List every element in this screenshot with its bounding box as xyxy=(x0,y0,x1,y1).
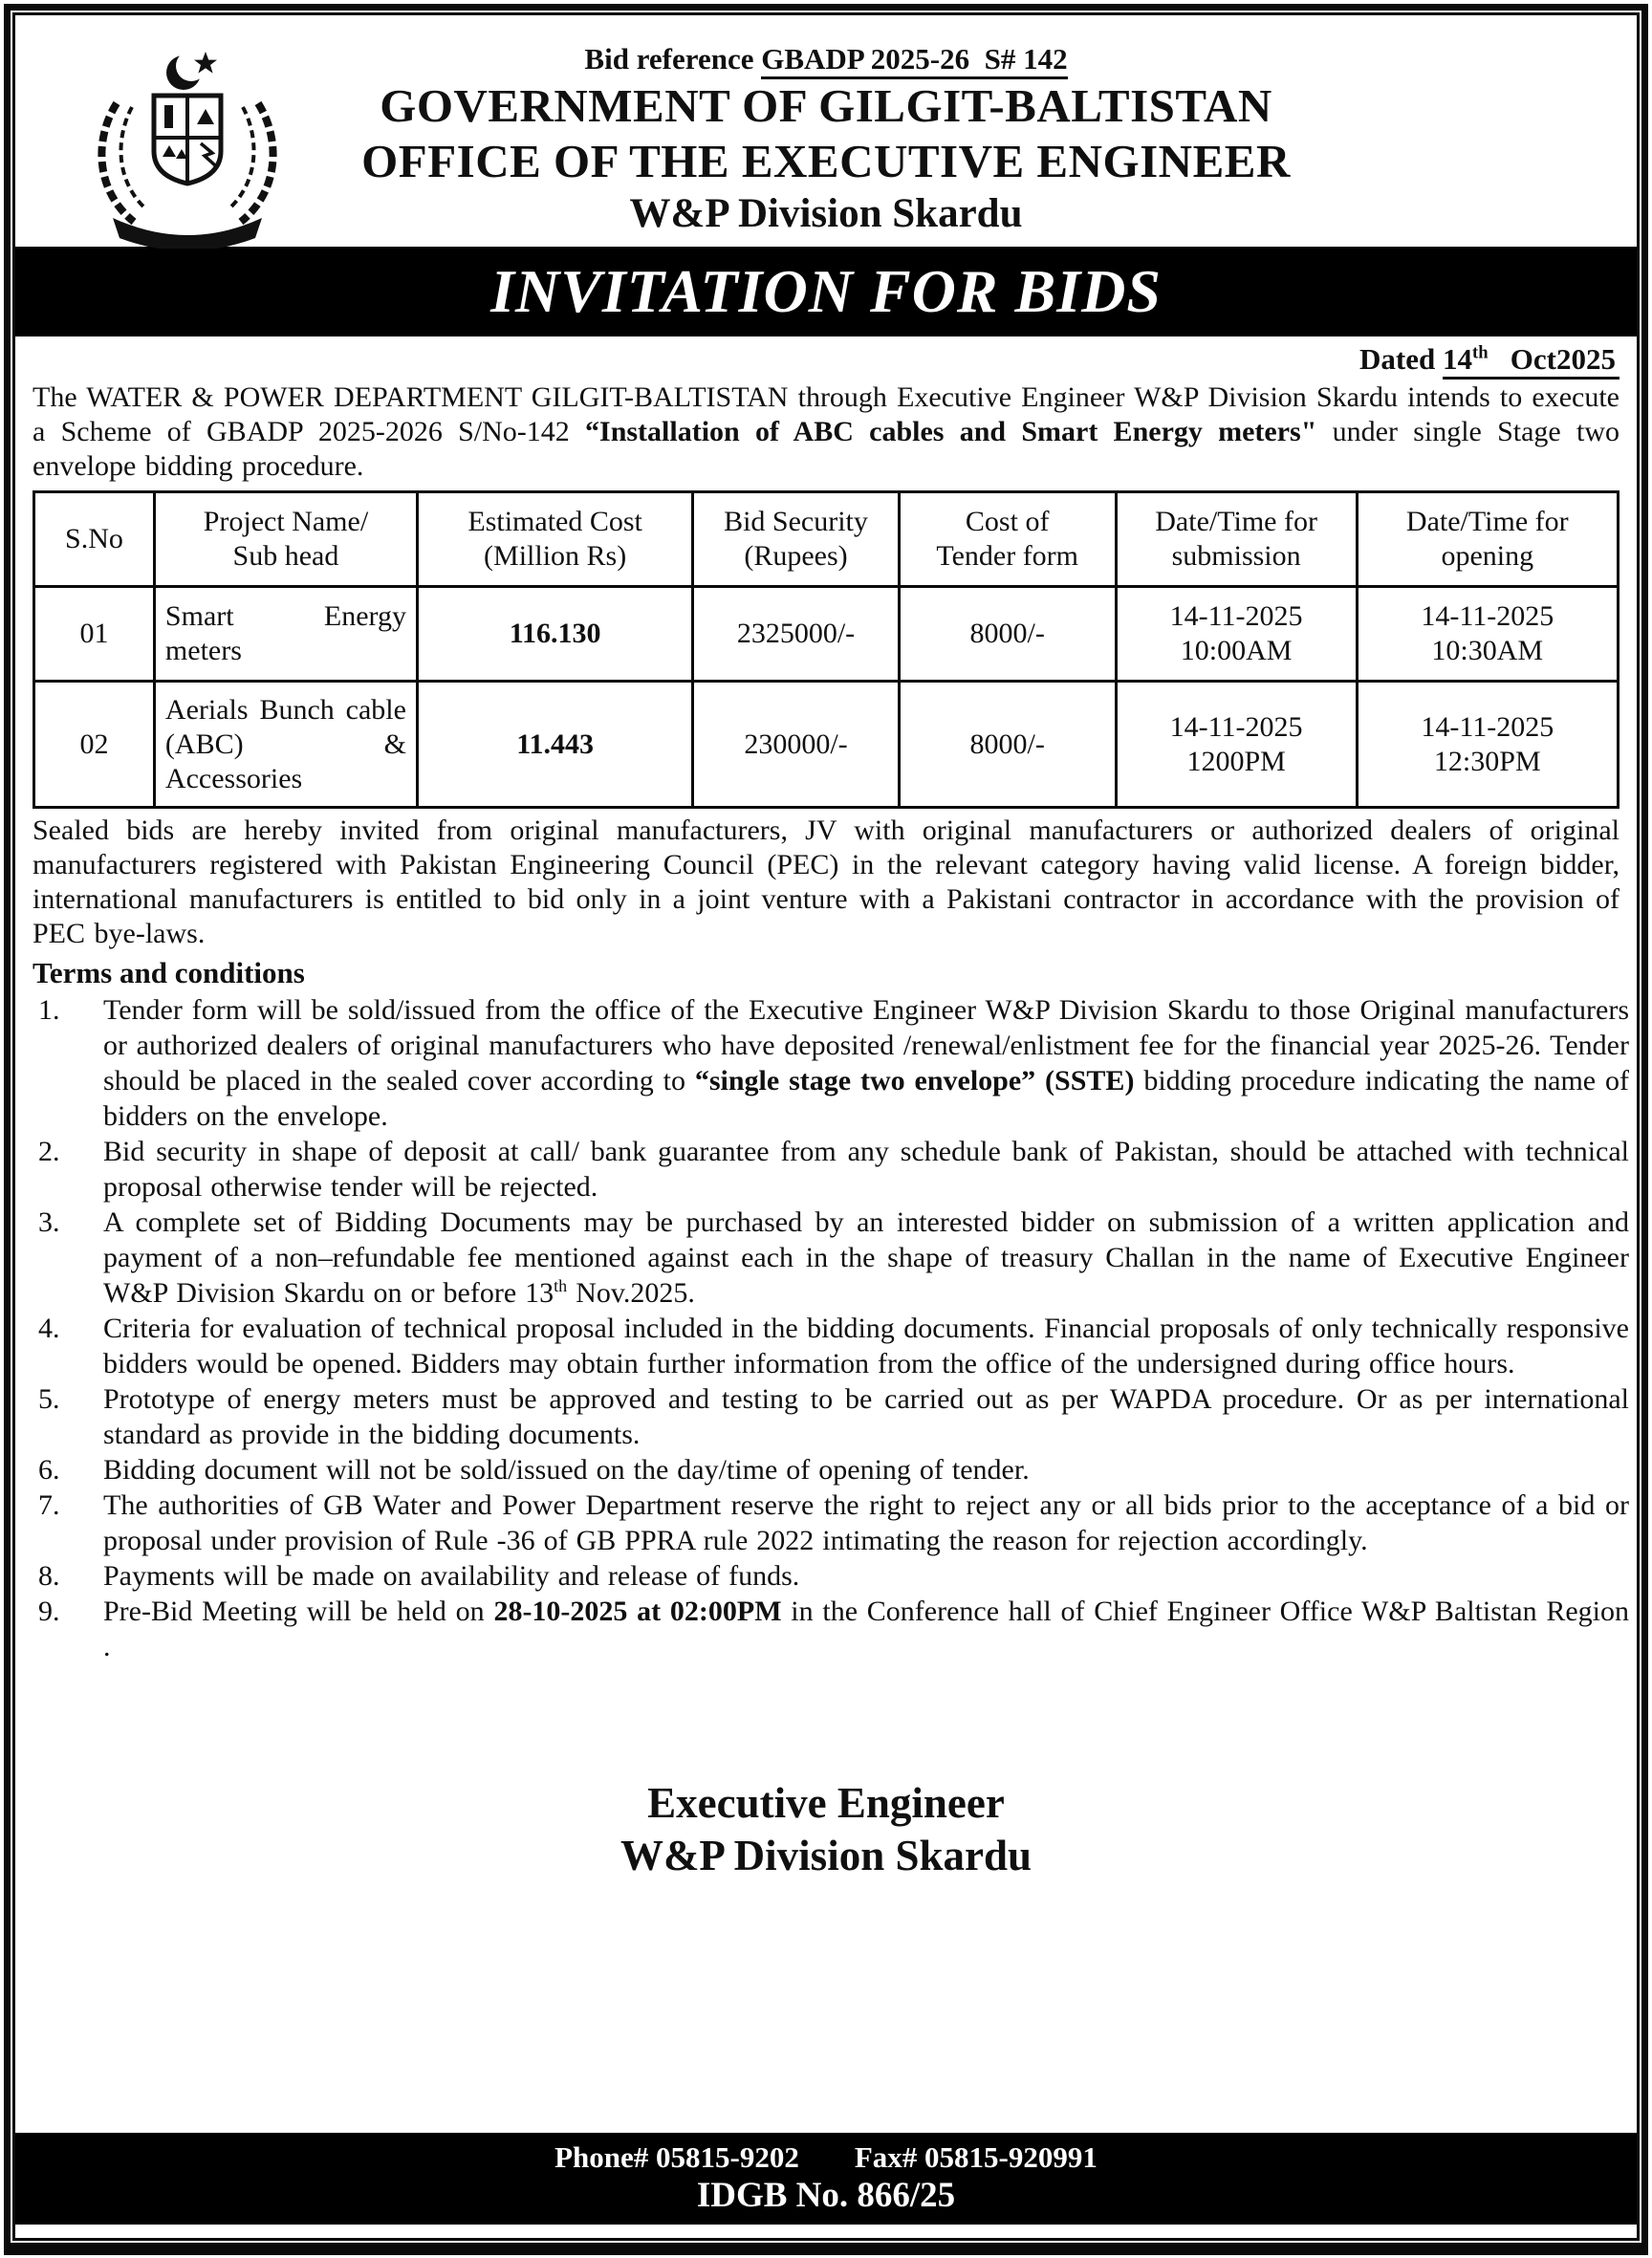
header-line: Bid Security xyxy=(724,506,868,537)
term-item-1 xyxy=(15,992,1637,1134)
footer-fax: Fax# 05815-920991 xyxy=(854,2140,1098,2174)
col-header-sno xyxy=(34,492,155,587)
bid-schedule-table xyxy=(33,490,1619,809)
footer-banner xyxy=(15,2133,1637,2225)
term-number: 4. xyxy=(38,1313,60,1344)
term-number: 7. xyxy=(38,1489,60,1521)
term-text-bold: “single stage two envelope” (SSTE) xyxy=(694,1065,1135,1096)
term-item-5 xyxy=(15,1381,1637,1452)
footer-idgb-number: IDGB No. 866/25 xyxy=(696,2176,956,2215)
term-item-2 xyxy=(15,1134,1637,1205)
intro-text-tail: under single Stage two envelope bidding procedure. xyxy=(33,416,1619,482)
invitation-for-bids-banner xyxy=(15,247,1637,337)
col-header-project xyxy=(154,492,417,587)
opening-time: 10:30AM xyxy=(1431,635,1544,666)
dated-rest: Oct2025 xyxy=(1488,342,1616,376)
term-text: Bid security in shape of deposit at call/ bank guarantee from any schedule bank of Pakistan, should be attached with technical proposal otherwise tender will be rejected. xyxy=(103,1136,1629,1203)
col-header-bid-security xyxy=(693,492,899,587)
term-text: Tender form will be sold/issued from the office of the Executive Engineer W&P Division Skardu to those Original manufacturers or authorized dealers of original manufacturers who have deposited /renewal/enlistment fee for the financial year 2025-26. Tender should be placed in the sealed cover according to xyxy=(103,994,1629,1096)
banner-title: INVITATION FOR BIDS xyxy=(490,257,1162,325)
term-text: Criteria for evaluation of technical proposal included in the bidding documents. Financial proposals of only technically responsive bidders would be opened. Bidders may obtain further information from the office of the undersigned during office hours. xyxy=(103,1313,1629,1379)
header-line: Estimated Cost xyxy=(467,506,642,537)
table-row xyxy=(34,587,1619,682)
cell-estimated-cost: 116.130 xyxy=(417,587,692,682)
government-title: GOVERNMENT OF GILGIT-BALTISTAN xyxy=(380,79,1272,132)
header-line: opening xyxy=(1441,540,1534,572)
term-number: 1. xyxy=(38,994,60,1026)
table-row xyxy=(34,682,1619,808)
term-text-sup: th xyxy=(554,1276,568,1295)
footer-phone: Phone# 05815-9202 xyxy=(554,2140,799,2174)
cell-project: Smart Energy meters xyxy=(154,587,417,682)
term-text: The authorities of GB Water and Power Department reserve the right to reject any or all bids prior to the acceptance of a bid or proposal under provision of Rule -36 of GB PPRA rule 2022 intimating the reason for rejection accordingly. xyxy=(103,1489,1629,1556)
intro-bold-text: “Installation of ABC cables and Smart Energy meters" xyxy=(585,416,1317,447)
footer-contact-line xyxy=(15,2139,1637,2176)
page-border-outer xyxy=(4,4,1648,2255)
submission-time: 10:00AM xyxy=(1180,635,1293,666)
term-item-6 xyxy=(15,1452,1637,1487)
bid-reference-label: Bid reference xyxy=(584,42,762,76)
table-header-row xyxy=(34,492,1619,587)
signature-division: W&P Division Skardu xyxy=(620,1832,1032,1879)
cell-tender-cost: 8000/- xyxy=(899,682,1116,808)
col-header-submission xyxy=(1116,492,1357,587)
bid-reference-value: GBADP 2025-26 S# 142 xyxy=(761,42,1067,79)
term-text: Nov.2025. xyxy=(567,1277,695,1309)
header-line: Cost of xyxy=(965,506,1050,537)
header-line: Sub head xyxy=(232,540,339,572)
terms-heading: Terms and conditions xyxy=(33,956,305,989)
header-line: (Rupees) xyxy=(744,540,848,572)
cell-submission xyxy=(1116,682,1357,808)
dated-line xyxy=(15,341,1637,378)
ribbon-banner xyxy=(113,218,262,249)
cell-sno: 01 xyxy=(34,587,155,682)
office-title: OFFICE OF THE EXECUTIVE ENGINEER xyxy=(361,135,1291,187)
dated-suffix: th xyxy=(1472,342,1489,363)
sealed-bids-paragraph: Sealed bids are hereby invited from original manufacturers, JV with original manufacturers or authorized dealers of original manufacturers registered with Pakistan Engineering Council (PEC) in the relevant category having valid license. A foreign bidder, international manufacturers is entitled to bid only in a joint venture with a Pakistani contractor in accordance with the provision of PEC bye-laws. xyxy=(33,814,1619,949)
term-text: A complete set of Bidding Documents may be purchased by an interested bidder on submission of a written application and payment of a non–refundable fee mentioned against each in the shape of treasury Challan in the name of Executive Engineer W&P Division Skardu on or before 13 xyxy=(103,1206,1629,1309)
dated-day: 14 xyxy=(1443,342,1472,376)
cell-opening xyxy=(1357,682,1618,808)
intro-paragraph xyxy=(15,380,1637,484)
dated-value xyxy=(1443,342,1619,380)
col-header-tender-cost xyxy=(899,492,1116,587)
term-text: Bidding document will not be sold/issued on the day/time of opening of tender. xyxy=(103,1454,1030,1486)
col-header-estimated-cost xyxy=(417,492,692,587)
cell-opening xyxy=(1357,587,1618,682)
document-content xyxy=(15,17,1637,2236)
term-text: Pre-Bid Meeting will be held on xyxy=(103,1596,494,1627)
term-text: in the Conference hall of Chief Engineer Office W&P Baltistan Region . xyxy=(103,1596,1629,1662)
intro-text: The WATER & POWER DEPARTMENT GILGIT-BALTISTAN through Executive Engineer W&P Division Skardu intends to execute a Scheme of GBADP 2025-2026 S/No-142 xyxy=(33,381,1619,447)
term-number: 2. xyxy=(38,1136,60,1167)
cell-project: Aerials Bunch cable (ABC) & Accessories xyxy=(154,682,417,808)
header-line: submission xyxy=(1171,540,1301,572)
term-number: 6. xyxy=(38,1454,60,1486)
cell-bid-security: 2325000/- xyxy=(693,587,899,682)
header-line: Tender form xyxy=(936,540,1079,572)
term-item-3 xyxy=(15,1205,1637,1311)
term-item-4 xyxy=(15,1311,1637,1381)
term-text-bold: 28-10-2025 at 02:00PM xyxy=(493,1596,782,1627)
opening-date: 14-11-2025 xyxy=(1421,600,1554,632)
pakistan-emblem xyxy=(57,46,317,249)
cell-bid-security: 230000/- xyxy=(693,682,899,808)
cell-estimated-cost: 11.443 xyxy=(417,682,692,808)
term-number: 8. xyxy=(38,1560,60,1592)
term-item-9 xyxy=(15,1594,1637,1664)
header-line: (Million Rs) xyxy=(484,540,627,572)
signature-title: Executive Engineer xyxy=(647,1779,1005,1827)
opening-date: 14-11-2025 xyxy=(1421,710,1554,743)
col-header-opening xyxy=(1357,492,1618,587)
term-item-8 xyxy=(15,1558,1637,1594)
cell-sno: 02 xyxy=(34,682,155,808)
submission-time: 1200PM xyxy=(1186,745,1286,777)
opening-time: 12:30PM xyxy=(1433,745,1541,777)
header-line: Date/Time for xyxy=(1405,506,1569,537)
cell-tender-cost: 8000/- xyxy=(899,587,1116,682)
page-border-inner xyxy=(12,12,1640,2241)
dated-label: Dated xyxy=(1359,342,1443,376)
term-item-7 xyxy=(15,1487,1637,1558)
term-text: Prototype of energy meters must be approved and testing to be carried out as per WAPDA procedure. Or as per international standard as provide in the bidding documents. xyxy=(103,1383,1629,1450)
submission-date: 14-11-2025 xyxy=(1169,600,1303,632)
header-line: Project Name/ xyxy=(203,506,369,537)
cell-submission xyxy=(1116,587,1357,682)
term-text: bidding procedure indicating the name of bidders on the envelope. xyxy=(103,1065,1629,1132)
term-number: 3. xyxy=(38,1206,60,1238)
submission-date: 14-11-2025 xyxy=(1169,710,1303,743)
emblem-graphic xyxy=(57,46,317,249)
terms-list xyxy=(15,992,1637,1664)
header-line: S.No xyxy=(65,523,123,554)
division-title: W&P Division Skardu xyxy=(629,191,1023,236)
term-text: Payments will be made on availability and release of funds. xyxy=(103,1560,800,1592)
term-number: 5. xyxy=(38,1383,60,1415)
header-line: Date/Time for xyxy=(1155,506,1317,537)
term-number: 9. xyxy=(38,1596,60,1627)
